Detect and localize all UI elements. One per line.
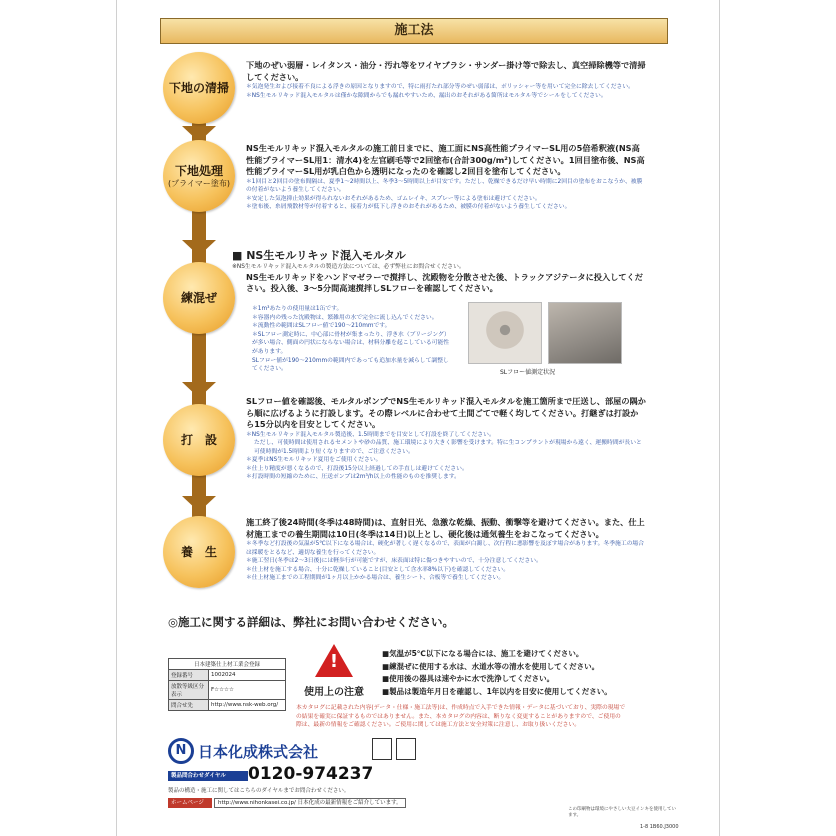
flow-arrow bbox=[182, 496, 216, 512]
step-note: ＊冬季など打設後の気温が5℃以下になる場合は、硬化が著しく遅くなるので、表面が白濁し、次行程に悪影響を及ぼす場合があります。冬季施工の場合は採暖をとるなど、適切な養生を行ってください。 bbox=[246, 541, 645, 556]
step-note: ＊NS生モルリキッド混入モルタル製造後、1.5時間までを目安として打設を終了してください。 bbox=[246, 431, 495, 438]
registration-title: 日本建築仕上材工業会登録 bbox=[169, 659, 286, 670]
step-section-curing bbox=[246, 517, 646, 583]
step-body: NS生モルリキッド混入モルタルの施工前日までに、施工面にNS高性能プライマーSL用の5倍希釈液(NS高性能プライマーSL用1：清水4)を左官刷毛等で2回塗布(合計300g/m²)してください。1回目塗布後、NS高性能プライマーSL用が乳白色から透明になったのを確認し2回目を塗布してください。 bbox=[246, 143, 645, 176]
page-title: 施工法 bbox=[160, 18, 668, 44]
step-body: NS生モルリキッドをハンドマゼラーで撹拌し、沈殿物を分散させた後、トラックアジテータに投入してください。投入後、3〜5分間高速撹拌しSLフローを確認してください。 bbox=[246, 271, 643, 294]
step-section-cleaning bbox=[246, 60, 646, 100]
step-note: ただし、可使時間は使用されるセメントや砂の品質、施工環境により大きく影響を受けます。特に生コンプラントが現場から遠く、運搬時間が長いと可使時間が1.5時間より短くなりますので、ご注意ください。 bbox=[254, 440, 642, 455]
step-note: ＊気泡発生および接着不良による浮きの原因となりますので、特に雨打たれ部分等のぜい弱部は、ポリッシャー等を用いて完全に除去してください。 bbox=[246, 84, 634, 90]
phone-number[interactable]: 0120-974237 bbox=[248, 764, 374, 784]
usage-notes bbox=[382, 648, 612, 698]
step-sublabel: (プライマー塗布) bbox=[167, 178, 230, 188]
step-note: ＊仕上材を施工する場合、十分に乾燥していること(目安として含水率8%以下)を確認してください。 bbox=[246, 566, 509, 573]
step-body: 施工終了後24時間(冬季は48時間)は、直射日光、急激な乾燥、振動、衝撃等を避けてください。また、仕上材施工までの養生期間は10日(冬季は14日)以上とし、硬化後は通気養生をおこなってください。 bbox=[246, 517, 645, 539]
mixing-notes bbox=[252, 305, 452, 374]
reg-key: 問合せ先 bbox=[169, 700, 209, 711]
step-note: ＊施工翌日(冬季は2〜3日後)には軽歩行が可能ですが、床表面は特に傷つきやすいので、十分注意してください。 bbox=[246, 558, 542, 565]
step-note: ＊打設時間の短縮のために、圧送ポンプは2m³/h以上の性能のものを推奨します。 bbox=[246, 474, 460, 481]
step-label: 下地処理 bbox=[174, 163, 223, 178]
homepage-link[interactable]: http://www.nihonkasei.co.jp/ 日本化成の最新情報をご紹介しています。 bbox=[214, 798, 406, 808]
document-code: 1-8 1B60.J3000 bbox=[640, 824, 679, 830]
reg-value: http://www.nsk-web.org/ bbox=[209, 700, 286, 711]
logo-mark-icon: N bbox=[168, 738, 194, 764]
reg-key: 放散等級区分表示 bbox=[169, 681, 209, 700]
step-note: ＊流動性の範囲はSLフロー値で190〜210mmです。 bbox=[252, 323, 391, 330]
step-note: SLフロー値が190〜210mmの範囲内であっても追加水量を減らして調整してください。 bbox=[252, 357, 449, 373]
usage-item: ■練混ぜに使用する水は、水道水等の清水を使用してください。 bbox=[382, 661, 600, 671]
mixing-heading-note: ※NS生モルリキッド混入モルタルの製造方法については、必ず弊社にお問合せください。 bbox=[232, 264, 465, 270]
step-label: 養 生 bbox=[180, 545, 217, 559]
usage-item: ■使用後の器具は速やかに水で洗浄してください。 bbox=[382, 674, 555, 683]
step-section-mixing bbox=[232, 247, 646, 295]
warning-block bbox=[296, 644, 372, 698]
step-circle-cleaning bbox=[163, 52, 235, 124]
step-note: ＊SLフロー測定時に、中心部に骨材が集まったり、浮き水（ブリージング）が多い場合、側面の円状にならない場合は、材料分離を起こしている可能性があります。 bbox=[252, 331, 450, 355]
step-body: SLフロー値を確認後、モルタルポンプでNS生モルリキッド混入モルタルを施工箇所まで圧送し、部屋の隅から順に広げるように打設します。その際レベルに合わせて土間ごてで軽く均してください。打継ぎは打設から15分以内を目安としてください。 bbox=[246, 396, 646, 429]
phone-note: 製品の構造・施工に関してはこちらのダイヤルまでお問合わせください。 bbox=[168, 788, 350, 794]
usage-item: ■気温が5℃以下になる場合には、施工を避けてください。 bbox=[382, 649, 584, 658]
step-note: ＊仕上り精度が悪くなるので、打設後15分以上経過しての手直しは避けてください。 bbox=[246, 465, 468, 472]
step-circle-mixing bbox=[163, 262, 235, 334]
step-note: ＊夏季はNS生モルリキッド夏用をご使用ください。 bbox=[246, 457, 382, 464]
step-note: ＊容器内の残った沈殿物は、繁雑用の水で完全に流し込んでください。 bbox=[252, 314, 438, 321]
contact-statement: ◎施工に関する詳細は、弊社にお問い合わせください。 bbox=[168, 615, 455, 629]
step-note: ＊NS生モルリキッド混入モルタルは僅かな隙間からでも漏れやすいため、漏出のおそれがある箇所はモルタル等でシールをしてください。 bbox=[246, 92, 607, 99]
registration-table bbox=[168, 658, 286, 711]
usage-item: ■製品は製造年月日を確認し、1年以内を目安に使用してください。 bbox=[382, 686, 612, 696]
disclaimer: 本カタログに記載された内容(データ・仕様・施工法等)は、作成時点で入手できた情報・データに基づいており、実際の現場での結果を確実に保証するものではありません。また、本カタログの内容は、断りなく変更することがありますので、ご使用の際は、最新の情報をご確認ください。ご使用に関しては施工方法と安全対策に注意し、お取り扱いください。 bbox=[296, 705, 626, 728]
step-note: ＊安定した気泡抑止効果が得られないおそれがあるため、ゴムレイキ、スプレー等による塗布は避けてください。 bbox=[246, 195, 541, 202]
reg-value: 1002024 bbox=[209, 670, 286, 681]
step-note: ＊1回目と2回目の塗布間隔は、夏季1〜2時間以上、冬季3〜5時間以上が目安です。ただし、乾燥できるだけ早い時期に2回目の塗布をおこなうか、被膜の付着がないよう養生してください。 bbox=[246, 178, 643, 194]
flow-arrow bbox=[182, 240, 216, 256]
step-label: 下地の清掃 bbox=[168, 81, 229, 95]
step-label: 練混ぜ bbox=[180, 291, 217, 305]
jqa-badge-icon bbox=[396, 738, 416, 760]
step-note: ＊1m³あたりの使用量は1缶です。 bbox=[252, 306, 343, 312]
step-section-primer bbox=[246, 143, 646, 212]
photo-sl-flow-1 bbox=[468, 302, 542, 364]
warning-title: 使用上の注意 bbox=[304, 687, 364, 698]
reg-key: 登録番号 bbox=[169, 670, 209, 681]
reg-value: F☆☆☆☆ bbox=[209, 681, 286, 700]
mixing-heading: ■ NS生モルリキッド混入モルタル bbox=[232, 249, 406, 262]
flow-arrow bbox=[182, 382, 216, 398]
step-body: 下地のぜい弱層・レイタンス・油分・汚れ等をワイヤブラシ・サンダー掛け等で除去し、真空掃除機等で清掃してください。 bbox=[246, 60, 646, 82]
soy-ink-note: この印刷物は環境にやさしい大豆インキを使用しています。 bbox=[568, 807, 676, 818]
dial-label: 製品問合わせダイヤル bbox=[168, 771, 248, 781]
certification-badge-icon bbox=[372, 738, 392, 760]
step-circle-placing bbox=[163, 404, 235, 476]
step-note: ＊塗布後、糸屑飛散材等が付着すると、接着力が低下し浮きのおそれがあるため、被膜の付着がないよう養生してください。 bbox=[246, 204, 571, 211]
step-circle-primer bbox=[163, 140, 235, 212]
step-note: ＊仕上材施工までの工程期間が1ヶ月以上かかる場合は、養生シート、合板等で養生してください。 bbox=[246, 575, 505, 582]
company-name: 日本化成株式会社 bbox=[198, 742, 319, 761]
company-logo bbox=[168, 738, 318, 764]
photo-sl-flow-2 bbox=[548, 302, 622, 364]
step-section-placing bbox=[246, 396, 646, 482]
warning-icon: ! bbox=[315, 644, 353, 677]
step-label: 打 設 bbox=[180, 433, 217, 447]
homepage-label: ホームページ bbox=[168, 798, 212, 808]
step-circle-curing bbox=[163, 516, 235, 588]
photo-caption: SLフロー値測定状況 bbox=[500, 369, 556, 376]
